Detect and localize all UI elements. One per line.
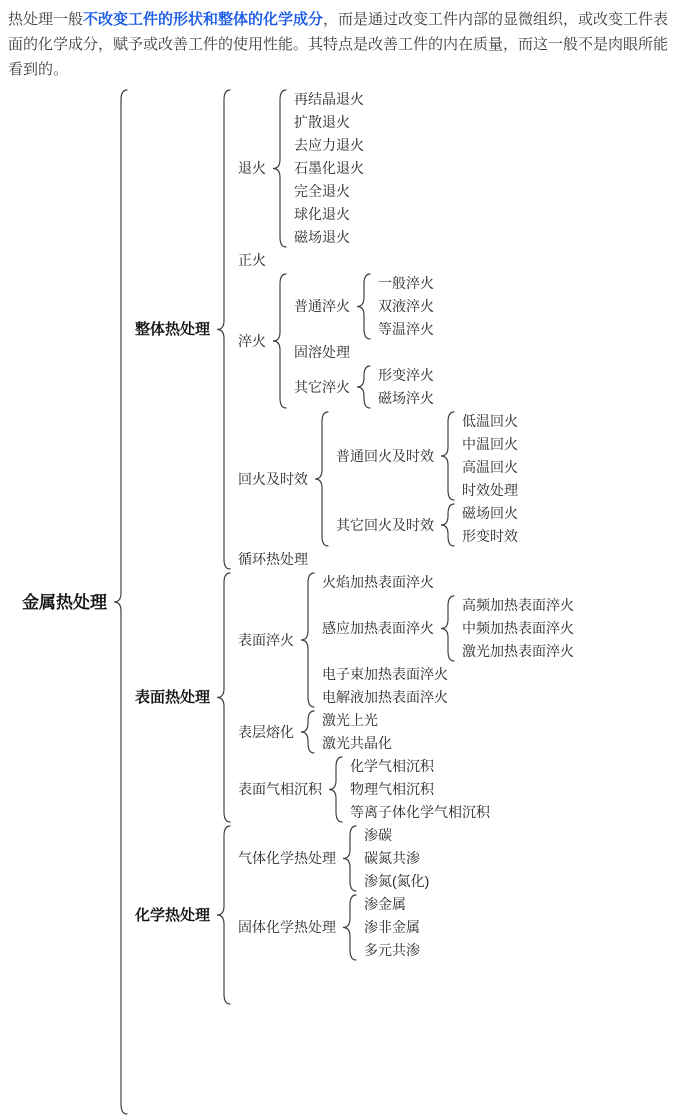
node-label: 渗碳 [364,827,393,843]
node-label: 中频加热表面淬火 [462,620,575,636]
tree-node [350,802,490,823]
tree-node [322,710,392,731]
curly-brace-icon [300,572,316,708]
node-label: 正火 [238,252,267,268]
children-group [462,595,574,662]
node-label: 形变淬火 [378,367,435,383]
tree-node [322,687,574,708]
tree-node [462,411,518,432]
node-label: 高温回火 [462,459,519,475]
intro-text: ，而是通过改变工件内部的显微组织，或改变工件表面的化学成分，赋予或改善工件的使用性能。其特点是改善工件的内在质量，而这一般不是肉眼所能看到的。 [8,11,669,78]
curly-brace-icon [328,756,344,823]
node-label: 淬火 [238,332,267,349]
tree-node [238,89,518,248]
children-group [462,503,518,547]
tree-node [462,595,574,616]
tree-node [462,503,518,524]
node-label: 低温回火 [462,413,519,429]
tree-node [350,779,490,800]
children-group [294,89,364,248]
node-label: 渗非金属 [364,919,421,935]
node-label: 气体化学热处理 [238,850,337,866]
tree-node [462,641,574,662]
children-group [378,365,434,409]
tree-node [364,848,429,869]
node-label: 固溶处理 [294,344,351,360]
node-label: 双液淬火 [378,298,435,314]
node-label: 退火 [238,160,267,176]
tree-node [294,158,364,179]
intro-text: 热处理一般 [8,11,84,28]
tree-node [238,549,518,570]
node-label: 石墨化退火 [294,160,365,176]
children-group [336,411,518,547]
node-label: 激光上光 [322,712,379,728]
node-label: 磁场退火 [294,229,351,245]
tree-node [364,825,429,846]
intro-highlight-text: 不改变工件的形状和整体的化学成分 [83,11,324,28]
node-label: 其它淬火 [294,378,351,395]
children-group [238,89,518,570]
node-label: 普通回火及时效 [336,447,435,464]
tree-node [135,89,574,570]
tree-node [238,825,429,892]
children-group [322,572,574,708]
tree-node [378,388,434,409]
tree-node [294,227,364,248]
tree-node [135,572,574,823]
tree-node [238,756,574,823]
node-label: 完全退火 [294,183,351,199]
node-label: 表层熔化 [238,723,295,740]
tree-node [378,296,434,317]
node-label: 回火及时效 [238,470,309,487]
curly-brace-icon [440,595,456,662]
node-label: 火焰加热表面淬火 [322,574,435,590]
curly-brace-icon [300,710,316,754]
tree-node [336,411,518,501]
node-label: 物理气相沉积 [350,781,435,797]
children-group [350,756,490,823]
node-label: 固体化学热处理 [238,919,337,935]
node-label: 循环热处理 [238,551,309,567]
node-label: 中温回火 [462,436,519,452]
node-label: 一般淬火 [378,275,435,291]
node-label: 金属热处理 [22,592,107,612]
tree-node [322,733,392,754]
curly-brace-icon [314,411,330,547]
children-group [364,825,429,892]
children-group [294,273,434,409]
curly-brace-icon [113,89,129,1115]
tree-node [462,526,518,547]
children-group [238,825,429,1005]
node-label: 扩散退火 [294,114,351,130]
node-label: 激光加热表面淬火 [462,643,575,659]
tree-node [135,825,574,1005]
tree-node [378,273,434,294]
node-label: 其它回火及时效 [336,516,435,533]
node-label: 整体热处理 [135,321,211,338]
intro-paragraph [8,7,679,82]
curly-brace-icon [272,89,288,248]
node-label: 再结晶退火 [294,91,365,107]
node-label: 去应力退火 [294,137,365,153]
node-label: 碳氮共渗 [364,850,421,866]
tree-node [238,411,518,547]
node-label: 表面气相沉积 [238,781,323,797]
children-group [135,89,574,1115]
node-label: 磁场回火 [462,505,519,521]
tree-node [364,917,420,938]
node-label: 表面淬火 [238,631,295,648]
tree-node [378,365,434,386]
children-group [322,710,392,754]
children-group [364,894,420,961]
tree-node [238,250,518,271]
node-label: 多元共渗 [364,942,421,958]
tree-node [462,618,574,639]
node-label: 等温淬火 [378,321,435,337]
node-label: 激光共晶化 [322,735,393,751]
tree-node [294,204,364,225]
node-label: 高频加热表面淬火 [462,597,575,613]
curly-brace-icon [440,503,456,547]
tree-node [294,135,364,156]
tree-node [294,342,434,363]
node-label: 表面热处理 [135,689,211,706]
tree-node [238,572,574,708]
curly-brace-icon [216,825,232,1005]
node-label: 化学热处理 [135,906,211,924]
node-label: 化学气相沉积 [350,758,435,774]
curly-brace-icon [216,89,232,570]
tree-node [322,664,574,685]
children-group [378,273,434,340]
tree-node [294,181,364,202]
children-group [238,572,574,823]
node-label: 普通淬火 [294,298,351,314]
tree-node [364,894,420,915]
curly-brace-icon [440,411,456,501]
node-label: 等离子体化学气相沉积 [350,804,491,820]
node-label: 磁场淬火 [378,390,435,406]
tree-node [462,434,518,455]
curly-brace-icon [342,825,358,892]
node-label: 渗金属 [364,896,407,912]
tree-node [294,112,364,133]
tree-node [238,894,429,961]
tree-node [378,319,434,340]
tree-node [238,710,574,754]
tree-node [462,480,518,501]
tree-node [294,365,434,409]
children-group [462,411,518,501]
tree-node [294,89,364,110]
tree-node [364,940,420,961]
curly-brace-icon [342,894,358,961]
heat-treatment-tree [22,89,679,1115]
tree-node [462,457,518,478]
tree-node [336,503,518,547]
tree-node [238,273,518,409]
tree-node [294,273,434,340]
curly-brace-icon [356,273,372,340]
curly-brace-icon [216,572,232,823]
tree-node [364,871,429,892]
node-label: 渗氮(氮化) [364,873,430,889]
curly-brace-icon [272,273,288,409]
node-label: 电解液加热表面淬火 [322,689,449,705]
tree-node [322,572,574,593]
node-label: 时效处理 [462,482,519,498]
tree-node [350,756,490,777]
node-label: 感应加热表面淬火 [322,620,435,636]
node-label: 形变时效 [462,528,519,544]
node-label: 电子束加热表面淬火 [322,666,449,682]
node-label: 球化退火 [294,206,351,222]
tree-node [22,89,679,1115]
curly-brace-icon [356,365,372,409]
tree-node [322,595,574,662]
